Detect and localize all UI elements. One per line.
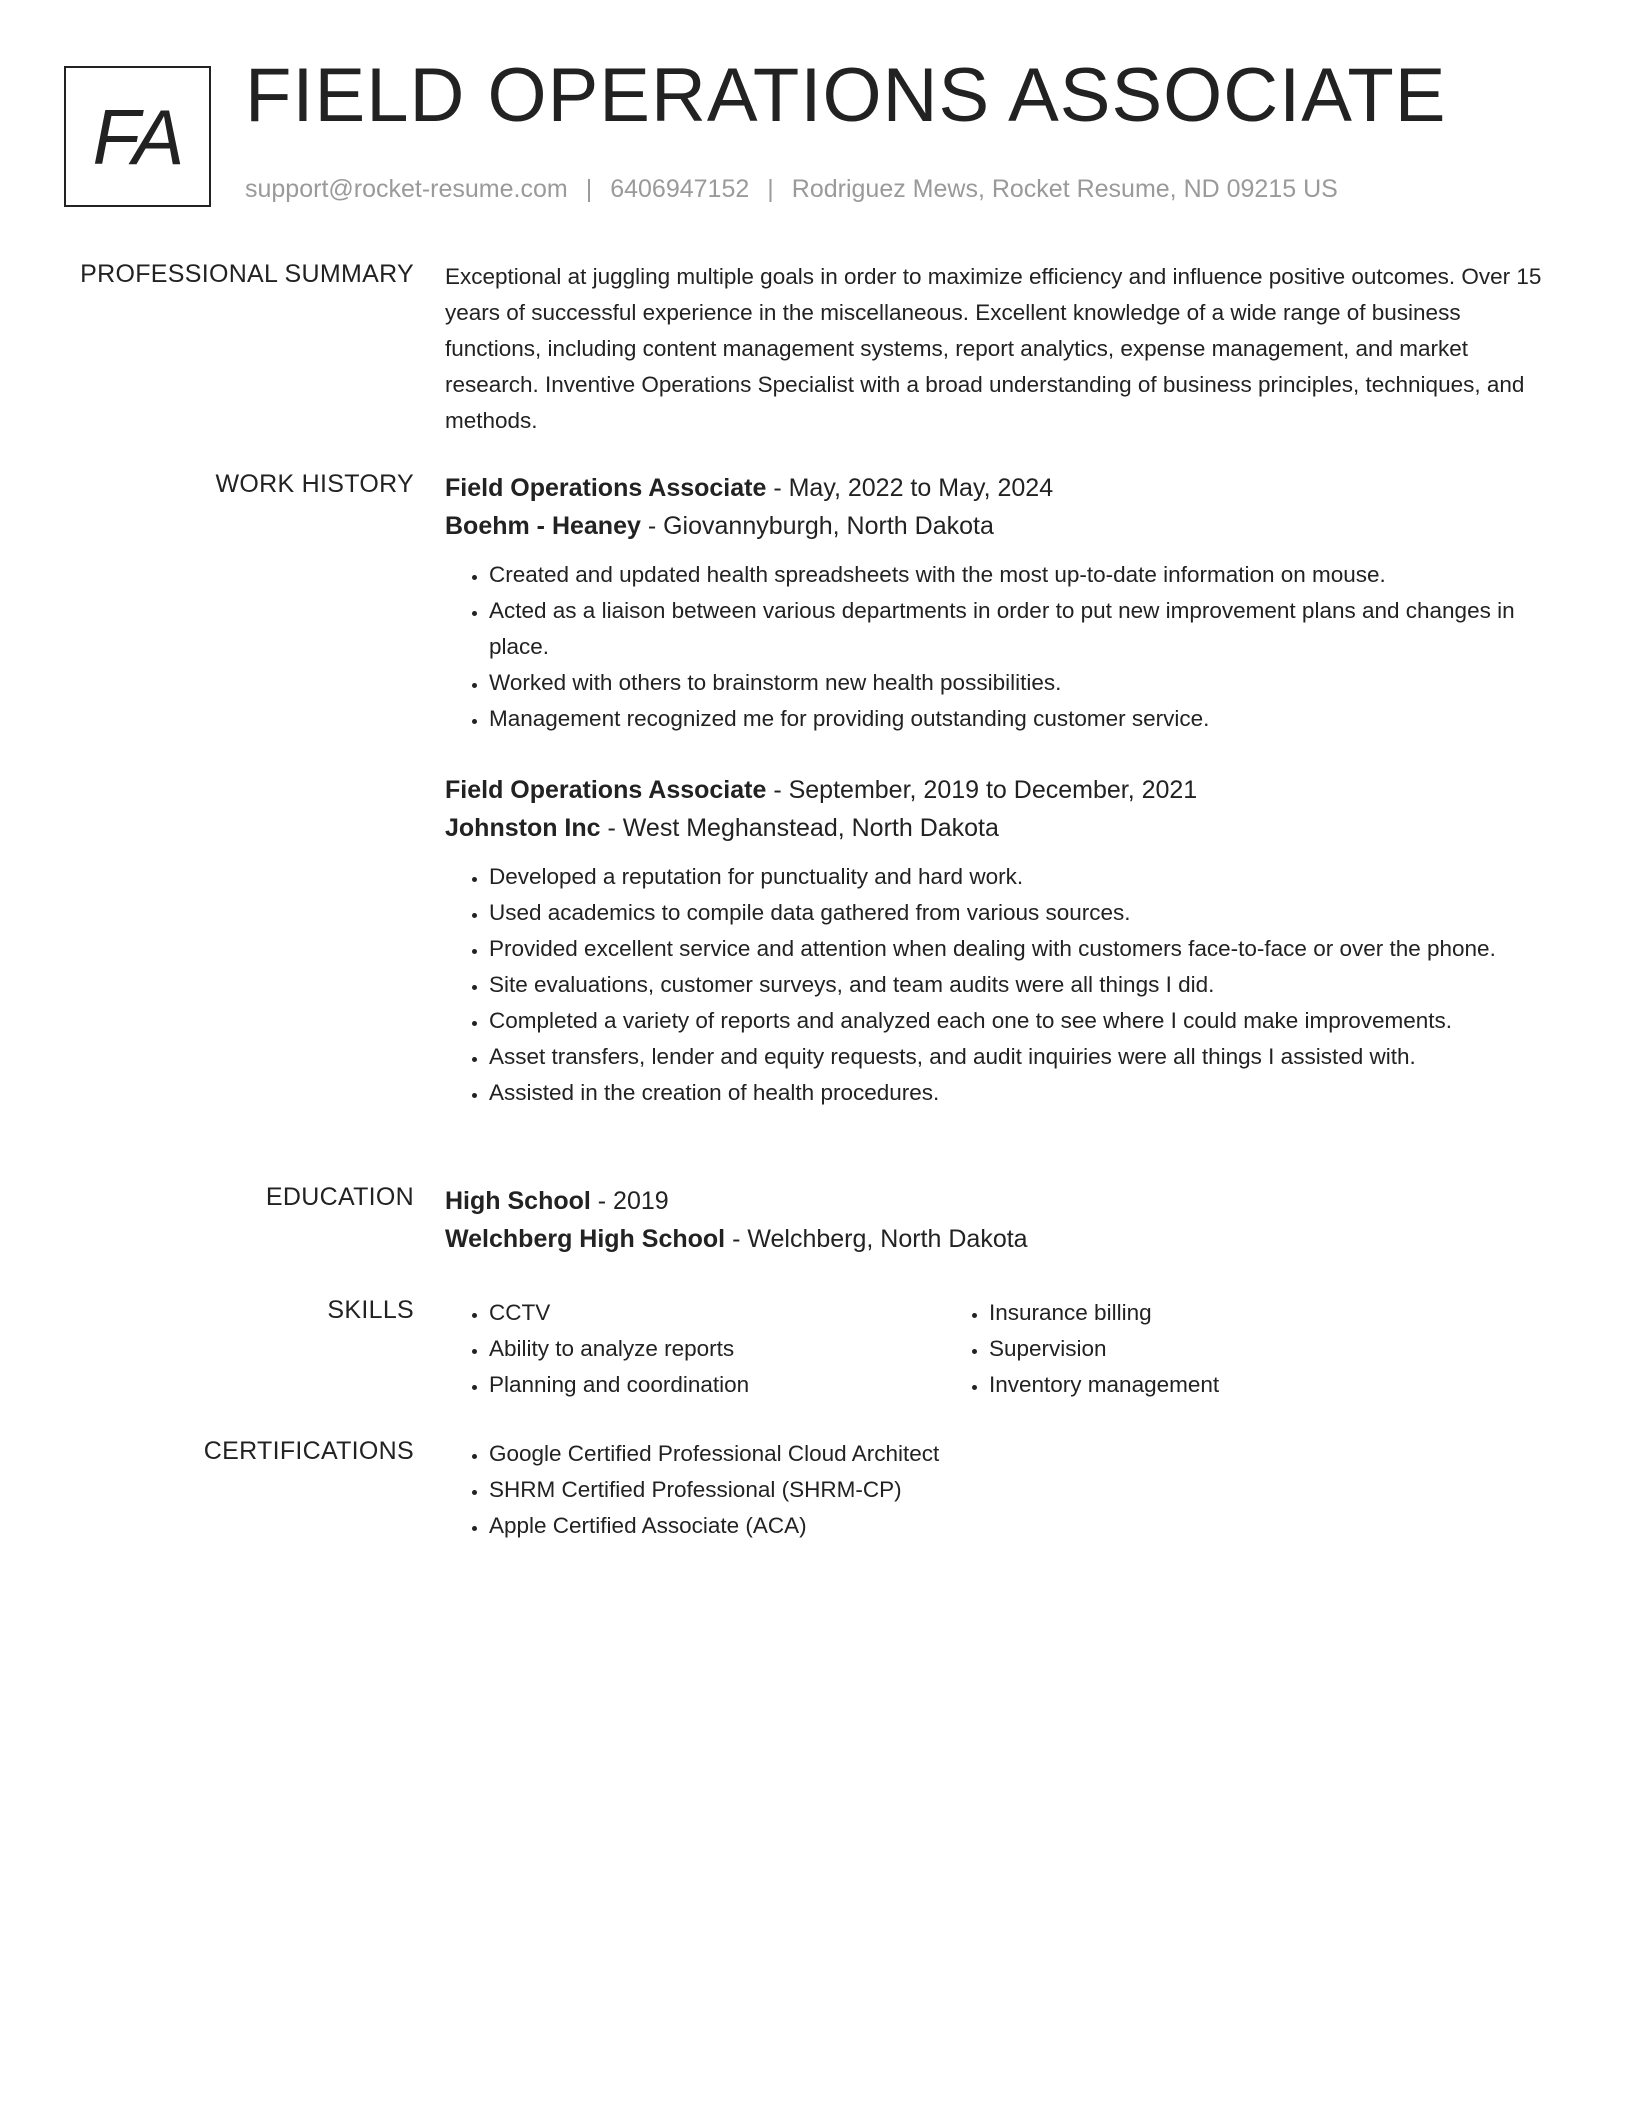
job-title-line (445, 469, 1555, 507)
skills-list-left (445, 1295, 949, 1403)
education-location: - Welchberg, North Dakota (725, 1225, 1028, 1253)
list-item: • Ability to analyze reports (489, 1331, 949, 1367)
resume-title: FIELD OPERATIONS ASSOCIATE (245, 53, 1447, 138)
section-label-work-history: WORK HISTORY (215, 470, 414, 498)
list-item: • Developed a reputation for punctuality and hard work. (489, 859, 1555, 895)
contact-email: support@rocket-resume.com (245, 175, 568, 203)
summary-text: Exceptional at juggling multiple goals in order to maximize efficiency and influence positive outcomes. Over 15 years of successful experience in the miscellaneous. Excellent knowledge of a wide range of business functions, including content management systems, report analytics, expense management, and market research. Inventive Operations Specialist with a broad understanding of business principles, techniques, and methods. (445, 264, 1542, 433)
job-company: Johnston Inc (445, 814, 601, 842)
summary-body (445, 259, 1555, 439)
list-item: • Insurance billing (989, 1295, 1453, 1331)
work-history-body (445, 469, 1555, 1111)
education-degree: High School (445, 1187, 591, 1215)
skills-list-right (949, 1295, 1453, 1403)
contact-phone: 6406947152 (610, 175, 750, 203)
list-item: • CCTV (489, 1295, 949, 1331)
job-title: Field Operations Associate (445, 776, 767, 804)
list-item: • Created and updated health spreadsheets with the most up-to-date information on mouse. (489, 557, 1555, 593)
section-label-education: EDUCATION (265, 1183, 414, 1211)
skills-grid (445, 1295, 1555, 1403)
job-title: Field Operations Associate (445, 474, 767, 502)
job-company-line (445, 809, 1555, 847)
contact-address: Rodriguez Mews, Rocket Resume, ND 09215 US (791, 175, 1338, 203)
skills-body (445, 1295, 1555, 1403)
list-item: • Completed a variety of reports and analyzed each one to see where I could make improvements. (489, 1003, 1555, 1039)
list-item: • Supervision (989, 1331, 1453, 1367)
list-item: • Acted as a liaison between various departments in order to put new improvement plans and changes in place. (489, 593, 1555, 665)
job-entry (445, 771, 1555, 1111)
list-item: • Management recognized me for providing outstanding customer service. (489, 701, 1555, 737)
job-title-line (445, 771, 1555, 809)
monogram-badge (64, 66, 211, 207)
job-bullets (445, 557, 1555, 737)
list-item: • Worked with others to brainstorm new health possibilities. (489, 665, 1555, 701)
list-item: • Asset transfers, lender and equity requests, and audit inquiries were all things I assisted with. (489, 1039, 1555, 1075)
job-company: Boehm - Heaney (445, 512, 641, 540)
education-body (445, 1182, 1555, 1258)
list-item: • Google Certified Professional Cloud Architect (489, 1436, 1555, 1472)
job-location: - Giovannyburgh, North Dakota (640, 512, 994, 540)
list-item: • Site evaluations, customer surveys, and team audits were all things I did. (489, 967, 1555, 1003)
education-school-line (445, 1220, 1555, 1258)
education-year: - 2019 (590, 1187, 669, 1215)
monogram-initials: FA (92, 92, 183, 181)
list-item: • Apple Certified Associate (ACA) (489, 1508, 1555, 1544)
section-label-summary: PROFESSIONAL SUMMARY (80, 260, 414, 288)
job-entry (445, 469, 1555, 737)
list-item: • Used academics to compile data gathered from various sources. (489, 895, 1555, 931)
list-item: • Planning and coordination (489, 1367, 949, 1403)
job-location: - West Meghanstead, North Dakota (600, 814, 999, 842)
list-item: • Provided excellent service and attention when dealing with customers face-to-face or over the phone. (489, 931, 1555, 967)
contact-line (245, 177, 1338, 202)
contact-separator: | (585, 175, 593, 203)
list-item: • SHRM Certified Professional (SHRM-CP) (489, 1472, 1555, 1508)
list-item: • Assisted in the creation of health procedures. (489, 1075, 1555, 1111)
job-company-line (445, 507, 1555, 545)
job-dates: - May, 2022 to May, 2024 (766, 474, 1054, 502)
certifications-body (445, 1436, 1555, 1544)
list-item: • Inventory management (989, 1367, 1453, 1403)
section-label-certifications: CERTIFICATIONS (203, 1437, 414, 1465)
contact-separator: | (767, 175, 774, 203)
education-degree-line (445, 1182, 1555, 1220)
education-school: Welchberg High School (445, 1225, 726, 1253)
job-dates: - September, 2019 to December, 2021 (766, 776, 1198, 804)
section-label-skills: SKILLS (327, 1296, 414, 1324)
certifications-list (445, 1436, 1555, 1544)
job-bullets (445, 859, 1555, 1111)
